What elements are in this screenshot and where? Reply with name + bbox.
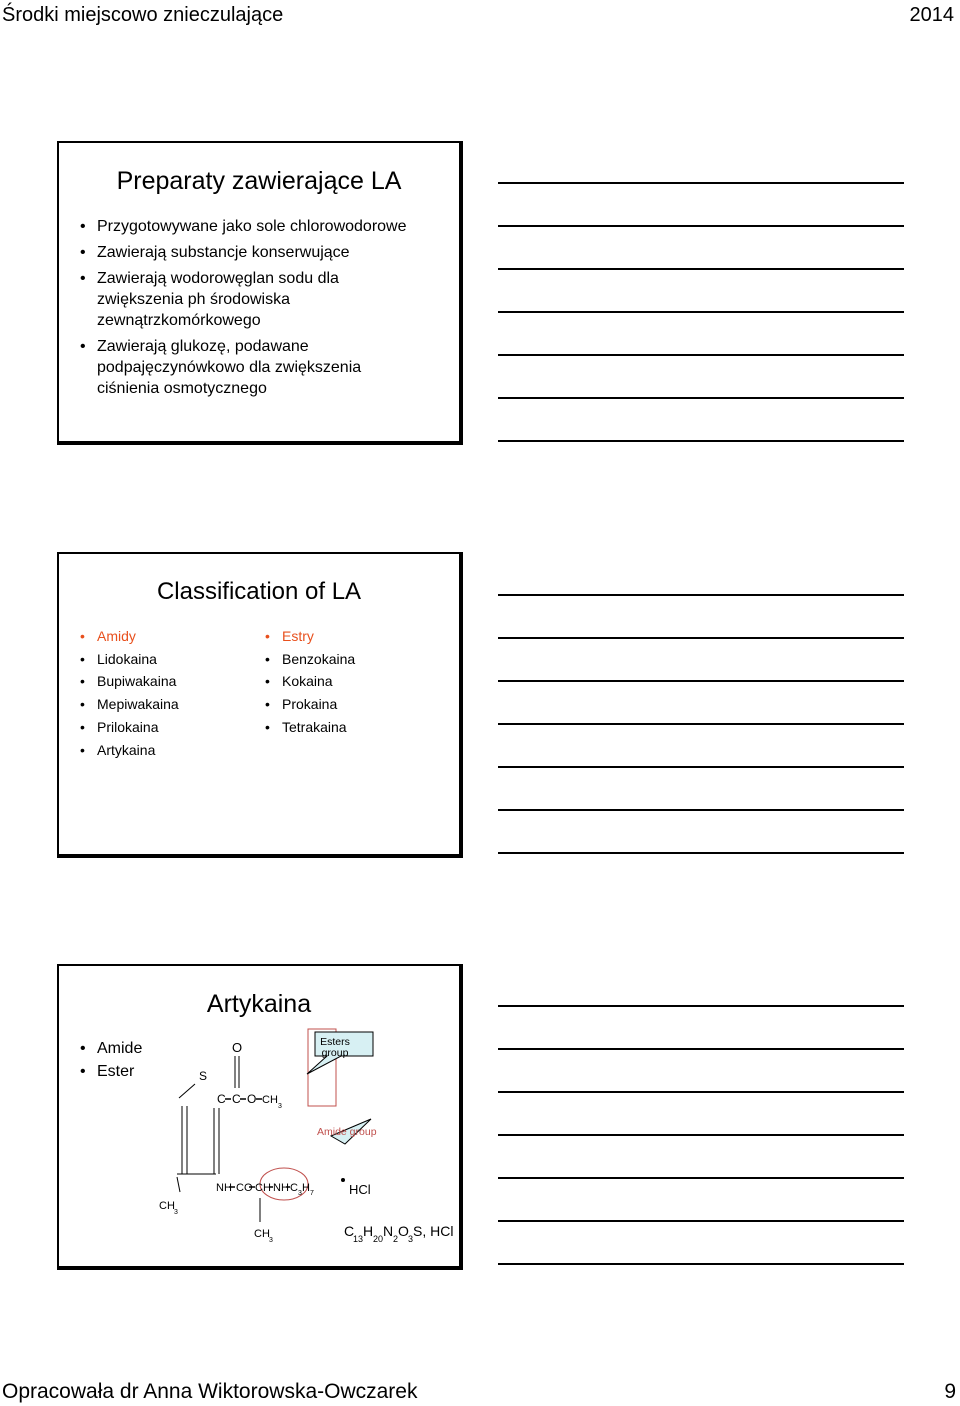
list-item: • Tetrakaina [264, 716, 355, 739]
group-c3h7-h: H [302, 1182, 310, 1194]
note-line [498, 637, 904, 639]
note-line [498, 1005, 904, 1007]
slide-title: Classification of LA [156, 578, 362, 605]
formula-part: N [383, 1223, 394, 1239]
hcl-label: HCl [349, 1182, 371, 1197]
list-item: • Zawierają wodorowęglan sodu dla zwiększenia ph środowiska zewnątrzkomórkowego [79, 268, 419, 331]
group-nh: NH [216, 1182, 232, 1194]
note-line [498, 1220, 904, 1222]
subscript: 3 [408, 1234, 414, 1244]
slide-preparaty [57, 141, 463, 445]
list-item: • Zawierają glukozę, podawane podpajęczynówkowo dla zwiększenia ciśnienia osmotycznego [79, 336, 419, 399]
note-line [498, 1134, 904, 1136]
formula-part: H [363, 1223, 374, 1239]
amide-group-label: Amide group [317, 1126, 377, 1138]
atom-c: C [217, 1092, 226, 1106]
list-item: • Przygotowywane jako sole chlorowodorowe [79, 216, 419, 237]
slide-title: Preparaty zawierające LA [116, 167, 402, 195]
esters-label-group: group [321, 1047, 349, 1059]
note-line [498, 1177, 904, 1179]
list-item: • Ester [79, 1060, 142, 1083]
page-header-title: Środki miejscowo znieczulające [2, 4, 284, 26]
list-item: • Benzokaina [264, 648, 355, 671]
group-c3h7: C [290, 1182, 298, 1194]
subscript: 20 [373, 1234, 384, 1244]
subscript: 3 [174, 1209, 178, 1216]
subscript: 2 [393, 1234, 399, 1244]
group-ch: CH [255, 1182, 271, 1194]
formula-part: C [344, 1223, 355, 1239]
list-item: • Amide [79, 1037, 142, 1060]
note-line [498, 311, 904, 313]
subscript: 3 [269, 1237, 273, 1244]
esters-label: Esters [320, 1036, 350, 1048]
slide-artykaina [57, 964, 463, 1270]
articaine-structure-diagram [59, 966, 459, 1266]
list-item: • Zawierają substancje konserwujące [79, 242, 419, 263]
molecular-formula [344, 1223, 453, 1244]
amidy-list [79, 625, 179, 761]
estry-list [264, 625, 355, 739]
subscript: 13 [353, 1234, 364, 1244]
note-line [498, 1091, 904, 1093]
list-heading-amidy: • Amidy [79, 625, 179, 648]
bullet-list [79, 216, 419, 404]
group-nh: NH [273, 1182, 289, 1194]
note-line [498, 852, 904, 854]
note-line [498, 766, 904, 768]
page-number: 9 [944, 1380, 956, 1403]
slide-title: Artykaina [206, 990, 312, 1018]
formula-part: O [398, 1223, 409, 1239]
list-item: • Artykaina [79, 739, 179, 762]
list-item: • Bupiwakaina [79, 670, 179, 693]
group-ch3: CH [159, 1200, 175, 1212]
atom-o: O [232, 1040, 243, 1055]
note-line [498, 397, 904, 399]
list-item: • Prilokaina [79, 716, 179, 739]
list-heading-estry: • Estry [264, 625, 355, 648]
note-line [498, 1048, 904, 1050]
note-line [498, 1263, 904, 1265]
group-ch3: CH [262, 1094, 278, 1106]
formula-part: S, HCl [413, 1223, 454, 1239]
atom-c: C [232, 1092, 241, 1106]
subscript: 3 [278, 1103, 282, 1110]
group-ch3: CH [254, 1228, 270, 1240]
page-header-year: 2014 [909, 4, 954, 26]
note-line [498, 680, 904, 682]
slide-classification [57, 552, 463, 858]
note-line [498, 809, 904, 811]
list-item: • Kokaina [264, 670, 355, 693]
subscript: 7 [310, 1190, 314, 1197]
note-line [498, 723, 904, 725]
note-line [498, 225, 904, 227]
atom-s: S [199, 1069, 208, 1083]
note-line [498, 594, 904, 596]
note-line [498, 182, 904, 184]
note-line [498, 354, 904, 356]
list-item: • Prokaina [264, 693, 355, 716]
group-co: CO [236, 1182, 253, 1194]
list-item: • Lidokaina [79, 648, 179, 671]
page-footer-author: Opracowała dr Anna Wiktorowska-Owczarek [2, 1380, 418, 1403]
list-item: • Mepiwakaina [79, 693, 179, 716]
subscript: 3 [298, 1190, 302, 1197]
note-line [498, 440, 904, 442]
note-line [498, 268, 904, 270]
atom-o: O [247, 1092, 257, 1106]
